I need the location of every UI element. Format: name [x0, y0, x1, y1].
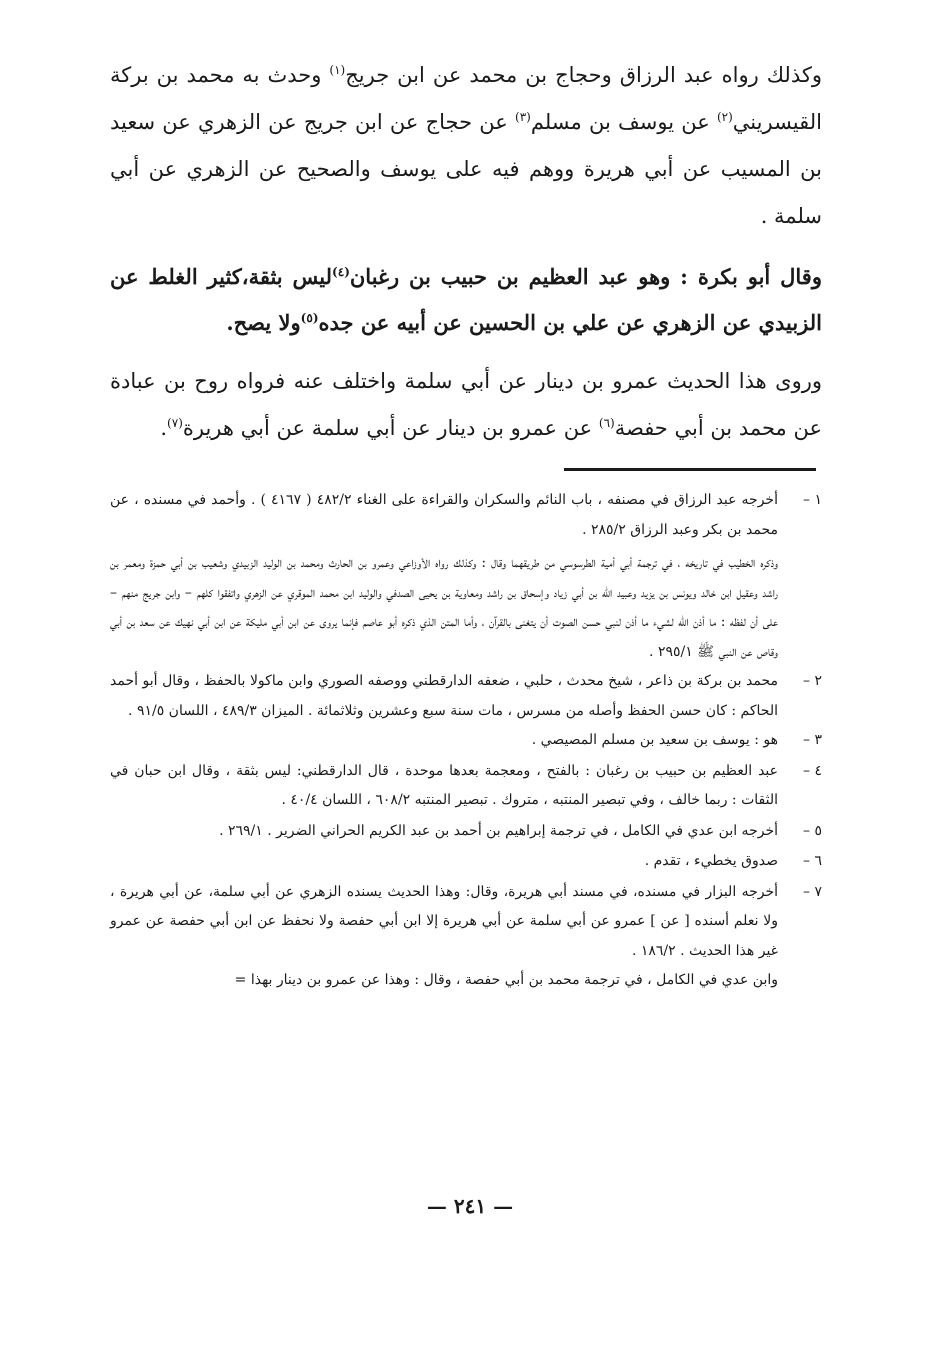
- footnote-marker: (٤): [332, 265, 350, 279]
- footnote-marker: (١): [329, 63, 346, 77]
- text-run: وروى هذا الحديث عمرو بن دينار عن أبي سلمة واختلف عنه فرواه روح بن عبادة عن محمد بن أبي حفصة: [110, 369, 822, 440]
- footnote: [110, 486, 822, 667]
- footnote: [110, 817, 822, 847]
- footnote-text: هو : يوسف بن سعيد بن مسلم المصيصي .: [531, 732, 778, 748]
- text-run: عن حجاج عن ابن جريج عن الزهري عن سعيد بن المسيب عن أبي هريرة ووهم فيه على يوسف والصحيح عن الزهري عن أبي سلمة .: [110, 110, 822, 228]
- text-run: ولا يصح.: [226, 310, 301, 335]
- paragraph: [110, 254, 822, 346]
- text-run: وكذلك رواه عبد الرزاق وحجاج بن محمد عن ابن جريج: [345, 63, 822, 87]
- footnote-marker: (٧): [167, 416, 183, 430]
- footnote: [110, 878, 822, 996]
- text-run: وقال أبو بكرة : وهو عبد العظيم بن حبيب بن رغبان: [349, 264, 822, 289]
- text-run: .: [160, 416, 168, 440]
- main-text: [110, 52, 822, 452]
- page-number: — ٢٤١ —: [426, 1194, 514, 1218]
- footnote-divider: [564, 468, 816, 471]
- footnote-text: أخرجه عبد الرزاق في مصنفه ، باب النائم والسكران والقراءة على الغناء ٤٨٢/٢ ( ٤١٦٧ ) . وأحمد في مسنده ، عن محمد بن بكر وعبد الرزاق ٢٨٥/٢ .: [110, 492, 778, 538]
- footnote-number: ٢ –: [803, 673, 822, 689]
- footnotes: [110, 486, 822, 996]
- paragraph: [110, 358, 822, 452]
- footnote-text: عبد العظيم بن حبيب بن رغبان : بالفتح ، ومعجمة بعدها موحدة ، قال الدارقطني: ليس بثقة ، وقال ابن حبان في الثقات : ربما خالف ، وفي تبصير المنتبه ، متروك . تبصير المنتبه ٦٠٨/٢ ، اللسان ٤٠/٤ .: [110, 762, 778, 808]
- footnote-text: وذكره الخطيب في تاريخه ، في ترجمة أبي أمية الطرسوسي من طريقهما وقال : وكذلك رواه الأوزاعي وعمرو بن الحارث ومحمد بن الوليد الزبيدي وشعيب بن أبي حمزة ومعمر بن راشد وعقيل ابن خالد ويونس بن يزيد وعبيد الله بن أبي زياد وإسحاق بن راشد ومعاوية بن يحيى الصدفي والوليد ابن محمد الموقري عن الزهري واتفقوا كلهم – وابن جريج منهم – على أن لفظه : ما أذن الله لشيء ما أذن لنبي حسن الصوت أن يتغنى بالقرآن ، وأما المتن الذي ذكره أبو عاصم فإنما يروى عن ابن أبي مليكة عن ابن أبي نهيك عن سعد بن أبي وقاص عن النبي ﷺ ٢٩٥/١ .: [110, 555, 778, 660]
- footnote-number: ٤ –: [803, 762, 822, 779]
- footnote-number: ٣ –: [803, 732, 822, 748]
- footnote-text: أخرجه ابن عدي في الكامل ، في ترجمة إبراهيم بن أحمد بن عبد الكريم الحراني الضرير . ٢٦٩/١ .: [219, 822, 778, 839]
- footnote: [110, 847, 822, 877]
- footnote-number: ٧ –: [803, 883, 822, 900]
- footnote-number: ٥ –: [803, 822, 822, 839]
- footnote-number: ٦ –: [803, 853, 822, 869]
- paragraph: [110, 52, 822, 240]
- text-run: عن يوسف بن مسلم: [530, 110, 717, 134]
- text-run: عن عمرو بن دينار عن أبي سلمة عن أبي هريرة: [182, 416, 599, 440]
- footnote-marker: (٦): [598, 416, 615, 430]
- footnote-text: محمد بن بركة بن ذاعر ، شيخ محدث ، حلبي ، ضعفه الدارقطني ووصفه الصوري وابن ماكولا بالحفظ ، وقال أبو أحمد الحاكم : كان حسن الحفظ وأصله من مسرس ، مات سنة سبع وعشرين وثلاثمائة . الميزان ٤٨٩/٣ ، اللسان ٩١/٥ .: [110, 673, 778, 719]
- footnote-marker: (٣): [515, 110, 531, 124]
- footnote: [110, 726, 822, 756]
- text-run: ليس بثقة،كثير الغلط عن الزبيدي عن الزهري عن علي بن الحسين عن أبيه عن جده: [110, 264, 822, 335]
- footnote: [110, 667, 822, 726]
- text-run: وحدث به محمد بن بركة القيسريني: [110, 63, 822, 134]
- footnote-marker: (٥): [300, 311, 319, 325]
- footnote-text: وابن عدي في الكامل ، في ترجمة محمد بن أبي حفصة ، وقال : وهذا عن عمرو بن دينار بهذا =: [234, 972, 778, 988]
- footnote-text: أخرجه البزار في مسنده، في مسند أبي هريرة، وقال: وهذا الحديث يسنده الزهري عن أبي سلمة، عن أبي هريرة ، ولا نعلم أسنده [ عن ] عمرو عن أبي سلمة عن أبي هريرة إلا ابن أبي حفصة ولا نحفظ عن ابن أبي حفصة عن عمرو غير هذا الحديث . ١٨٦/٢ .: [110, 883, 778, 959]
- footnote-text: صدوق يخطيء ، تقدم .: [644, 853, 778, 869]
- footnote-marker: (٢): [716, 110, 733, 124]
- footnote-number: ١ –: [803, 492, 822, 508]
- footnote: [110, 757, 822, 816]
